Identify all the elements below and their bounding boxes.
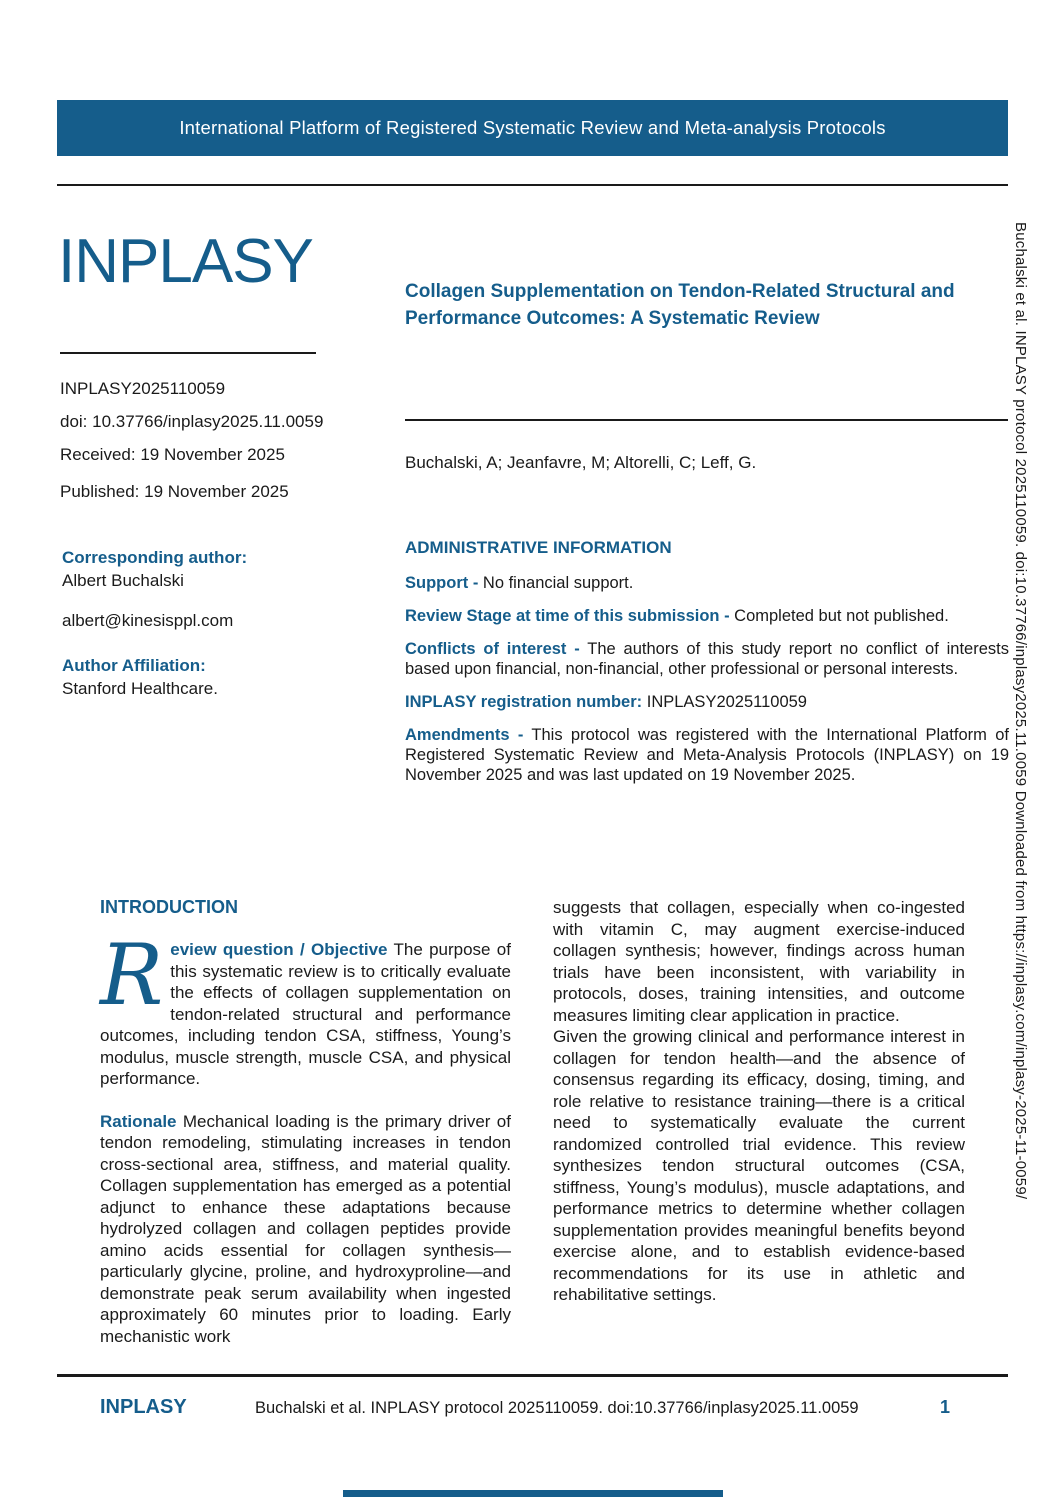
journal-banner-text: International Platform of Registered Systematic Review and Meta-analysis Protocols (179, 117, 886, 138)
masthead-metadata (60, 372, 400, 508)
admin-item-registration-number (405, 692, 1009, 712)
received-date: Received: 19 November 2025 (60, 445, 285, 464)
title-divider (405, 419, 1008, 421)
footer-page-number: 1 (940, 1397, 951, 1417)
doi-line: doi: 10.37766/inplasy2025.11.0059 (60, 412, 324, 431)
introduction-left-column (100, 897, 511, 1368)
admin-item-text: The authors of this study report no conflict of interests based upon financial, non-financial, other professional or personal interests. (405, 640, 1009, 678)
admin-item-amendments (405, 725, 1009, 785)
objective-text: The purpose of this systematic review is to critically evaluate the effects of collagen supplementation on tendon-related structural and performance outcomes, including tendon CSA, stiffness, Young’s modulus, muscle strength, muscle CSA, and physical performance. (100, 940, 511, 1088)
journal-banner (57, 100, 1008, 156)
objective-label: eview question / Objective (170, 940, 388, 959)
admin-item-conflicts (405, 639, 1009, 679)
footer-divider (57, 1374, 1008, 1377)
admin-item-label: Conflicts of interest - (405, 640, 580, 658)
author-affiliation: Stanford Healthcare. (62, 679, 218, 698)
admin-item-text: No financial support. (482, 574, 634, 592)
footer-inplasy-logo: INPLASY (100, 1396, 187, 1418)
corresponding-author-block (62, 546, 392, 700)
registration-id: INPLASY2025110059 (60, 379, 226, 398)
introduction-closing-paragraph: Given the growing clinical and performance interest in collagen for tendon health—and the absence of consensus regarding its efficacy, dosing, timing, and role relative to resistance training—there is a critical need to systematically evaluate the current randomized controlled trial evidence. This review synthesizes tendon structural outcomes (CSA, stiffness, Young’s modulus), muscle adaptations, and performance metrics to determine whether collagen supplementation provides meaningful benefits beyond exercise alone, and to establish evidence-based recommendations for its use in athletic and rehabilitative settings. (553, 1027, 965, 1304)
admin-item-text: This protocol was registered with the International Platform of Registered Systematic Review and Meta-Analysis Protocols (INPLASY) on 19 November 2025 and was last updated on 19 November 2025. (405, 726, 1009, 784)
corresponding-author-email: albert@kinesisppl.com (62, 611, 234, 630)
published-date: Published: 19 November 2025 (60, 482, 289, 501)
admin-item-label: Support - (405, 574, 479, 592)
introduction-heading: INTRODUCTION (100, 897, 238, 917)
introduction-right-column (553, 897, 965, 1306)
objective-paragraph (100, 926, 511, 1090)
admin-item-support (405, 573, 1009, 593)
admin-item-text: Completed but not published. (734, 607, 949, 625)
inplasy-logo: INPLASY (58, 227, 313, 296)
administrative-information (405, 538, 1009, 798)
dropcap-letter: R (100, 926, 164, 1024)
admin-item-label: INPLASY registration number: (405, 693, 643, 711)
rationale-text: Mechanical loading is the primary driver of tendon remodeling, stimulating increases in tendon cross-sectional area, stiffness, and material quality. Collagen supplementation has emerged as a potential adjunct to enhance these adaptations because hydrolyzed collagen and collagen peptides provide amino acids essential for collagen synthesis—particularly glycine, proline, and hydroxyproline—and demonstrate peak serum availability when ingested approximately 60 minutes prior to loading. Early mechanistic work (100, 1111, 511, 1346)
logo-divider (60, 352, 316, 354)
admin-item-text: INPLASY2025110059 (646, 693, 807, 711)
rationale-label: Rationale (100, 1111, 177, 1131)
author-affiliation-heading: Author Affiliation: (62, 656, 206, 675)
author-list: Buchalski, A; Jeanfavre, M; Altorelli, C; Leff, G. (405, 453, 757, 472)
rationale-paragraph (100, 1111, 511, 1348)
vertical-margin-citation: Buchalski et al. INPLASY protocol 2025110059. doi:10.37766/inplasy2025.11.0059 Downloaded from https://inplasy.com/inplasy-2025-11-0059/ (1012, 222, 1029, 1200)
corresponding-author-name: Albert Buchalski (62, 571, 184, 590)
next-page-banner-peek (343, 1490, 723, 1497)
admin-item-review-stage (405, 606, 1009, 626)
admin-item-label: Amendments - (405, 726, 524, 744)
footer-citation: Buchalski et al. INPLASY protocol 2025110059. doi:10.37766/inplasy2025.11.0059 (255, 1399, 859, 1417)
introduction-continued-paragraph: suggests that collagen, especially when co-ingested with vitamin C, may augment exercise-induced collagen synthesis; however, findings across human trials have been inconsistent, with variability in protocols, doses, training intensities, and outcome measures limiting clear application in practice. (553, 898, 965, 1025)
article-title: Collagen Supplementation on Tendon-Related Structural and Performance Outcomes: A Systematic Review (405, 281, 955, 329)
header-divider (57, 184, 1008, 186)
admin-heading: ADMINISTRATIVE INFORMATION (405, 538, 672, 557)
corresponding-author-heading: Corresponding author: (62, 548, 248, 567)
admin-item-label: Review Stage at time of this submission - (405, 607, 730, 625)
